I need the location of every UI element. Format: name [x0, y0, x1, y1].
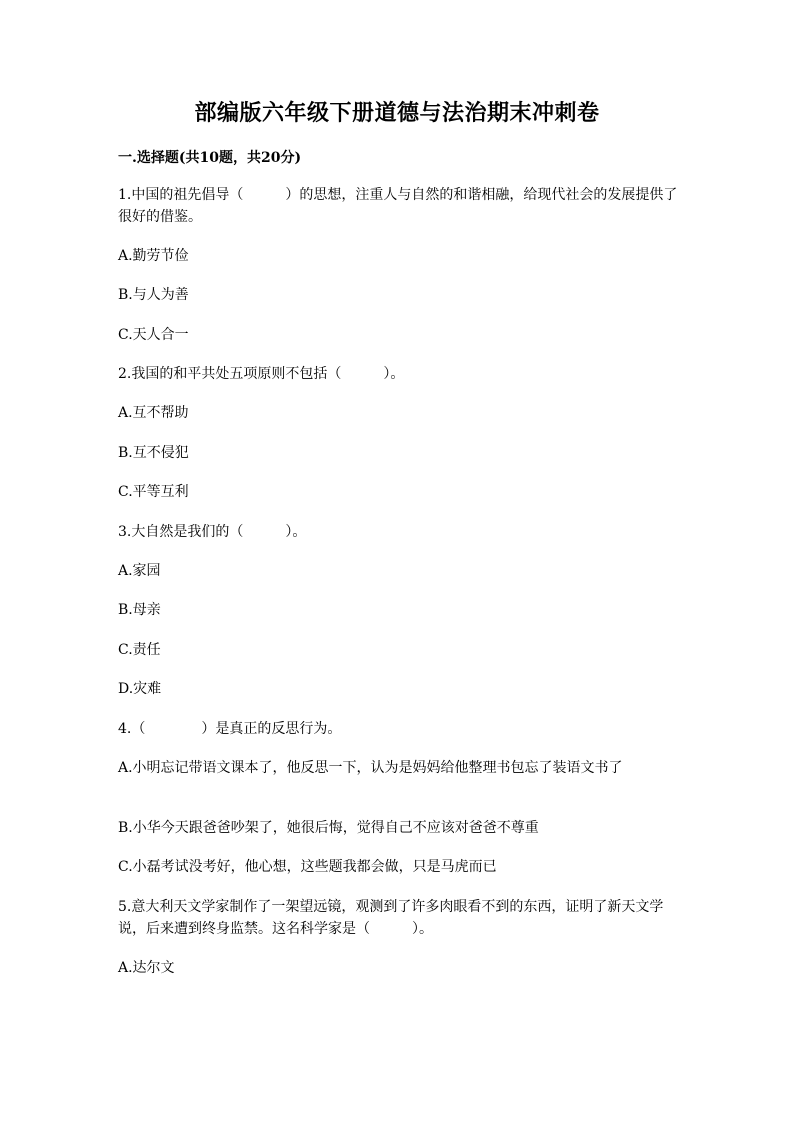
question-option: C.小磊考试没考好，他心想，这些题我都会做，只是马虎而已 — [118, 859, 497, 875]
question-stem: 1.中国的祖先倡导（ ）的思想，注重人与自然的和谐相融，给现代社会的发展提供了很好的借鉴。 — [118, 187, 678, 225]
question-option: C.平等互利 — [118, 484, 189, 500]
question-stem: 5.意大利天文学家制作了一架望远镜，观测到了许多肉眼看不到的东西，证明了新天文学说，后来遭到终身监禁。这名科学家是（ ）。 — [118, 899, 664, 937]
question-stem: 4.（ ）是真正的反思行为。 — [118, 721, 342, 737]
question-option: B.互不侵犯 — [118, 445, 189, 461]
section-heading: 一.选择题(共10题，共20分) — [118, 150, 302, 166]
question-option: A.勤劳节俭 — [118, 248, 189, 264]
question-option: A.互不帮助 — [118, 405, 189, 421]
question-option: C.天人合一 — [118, 327, 189, 343]
question-option: B.小华今天跟爸爸吵架了，她很后悔，觉得自己不应该对爸爸不尊重 — [118, 820, 539, 836]
question-stem: 3.大自然是我们的（ ）。 — [118, 524, 307, 540]
question-stem: 2.我国的和平共处五项原则不包括（ ）。 — [118, 366, 405, 382]
question-option: A.达尔文 — [118, 960, 175, 976]
page-title: 部编版六年级下册道德与法治期末冲刺卷 — [194, 100, 600, 126]
question-option: B.母亲 — [118, 602, 161, 618]
question-option: A.家园 — [118, 563, 161, 579]
question-option: A.小明忘记带语文课本了，他反思一下，认为是妈妈给他整理书包忘了装语文书了 — [118, 760, 623, 776]
question-option: B.与人为善 — [118, 287, 189, 303]
question-option: D.灾难 — [118, 681, 162, 697]
question-option: C.责任 — [118, 642, 161, 658]
